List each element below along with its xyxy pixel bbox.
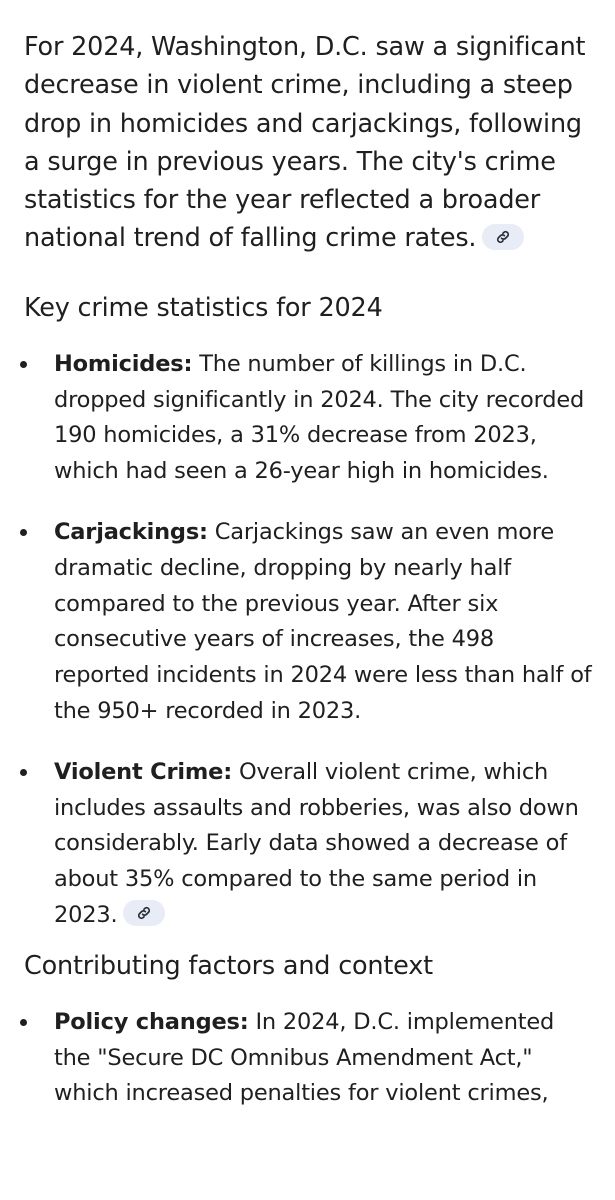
section-heading-key-stats: Key crime statistics for 2024 xyxy=(24,292,383,323)
list-item-text: The number of killings in D.C. dropped significantly in 2024. The city recorded 190 homicides, a 31% decrease from 2023, which had seen a 26-year high in homicides. xyxy=(54,350,585,485)
list-item-text: Overall violent crime, which includes assaults and robberies, was also down considerably. Early data showed a decrease of about 35% compared to the same period in 2023. xyxy=(54,758,579,928)
bullet-dot xyxy=(20,769,27,776)
list-item xyxy=(24,515,596,730)
citation-chip[interactable] xyxy=(482,224,524,250)
list-item-title: Policy changes: xyxy=(54,1008,249,1035)
bullet-dot xyxy=(20,1019,27,1026)
link-icon xyxy=(136,905,152,921)
list-item-text: Carjackings saw an even more dramatic decline, dropping by nearly half compared to the previous year. After six consecutive years of increases, the 498 reported incidents in 2024 were less than half of the 950+ recorded in 2023. xyxy=(54,518,592,724)
list-item-text: In 2024, D.C. implemented the "Secure DC Omnibus Amendment Act," which increased penalties for violent crimes, xyxy=(54,1008,555,1107)
bullet-dot xyxy=(20,529,27,536)
bullet-dot xyxy=(20,361,27,368)
list-item xyxy=(24,755,596,934)
key-stats-list xyxy=(24,347,596,934)
intro-paragraph xyxy=(24,28,596,258)
section-heading-factors: Contributing factors and context xyxy=(24,950,433,981)
list-item xyxy=(24,347,596,490)
citation-chip[interactable] xyxy=(123,900,165,926)
list-item xyxy=(24,1005,596,1112)
link-icon xyxy=(495,229,511,245)
list-item-title: Violent Crime: xyxy=(54,758,232,785)
intro-text: For 2024, Washington, D.C. saw a significant decrease in violent crime, including a steep drop in homicides and carjackings, following a surge in previous years. The city's crime statistics for the year reflected a broader national trend of falling crime rates. xyxy=(24,32,586,254)
list-item-title: Carjackings: xyxy=(54,518,208,545)
factors-list xyxy=(24,1005,596,1112)
list-item-title: Homicides: xyxy=(54,350,193,377)
response-content xyxy=(24,28,596,1112)
